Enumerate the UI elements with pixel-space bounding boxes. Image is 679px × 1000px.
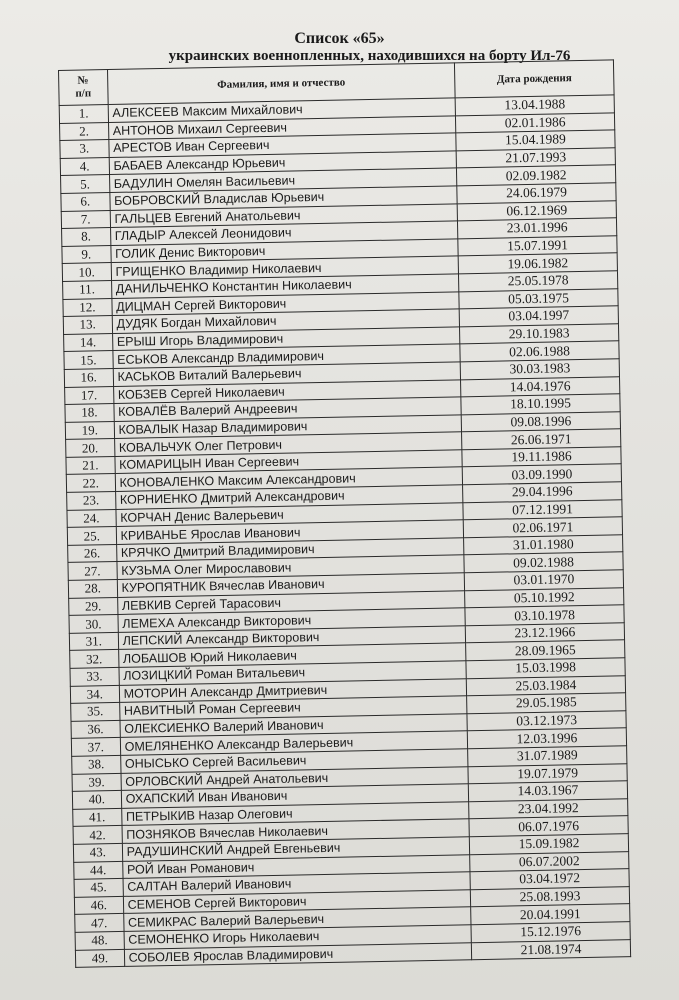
person-name: СЕМЕНОВ Сергей Викторович <box>123 889 471 913</box>
row-number: 31. <box>69 632 118 651</box>
row-number: 27. <box>68 562 117 581</box>
row-number: 29. <box>69 597 118 616</box>
person-name: КРЯЧКО Дмитрий Владимирович <box>116 538 464 562</box>
birth-date: 23.01.1996 <box>458 218 617 239</box>
birth-date: 31.01.1980 <box>464 535 623 556</box>
row-number: 33. <box>70 667 119 686</box>
row-number: 28. <box>68 579 117 598</box>
birth-date: 28.09.1965 <box>466 640 625 661</box>
person-name: СЕМОНЕНКО Игорь Николаевич <box>124 925 472 949</box>
birth-date: 15.03.1998 <box>466 658 625 679</box>
birth-date: 26.06.1971 <box>462 429 621 450</box>
row-number: 1. <box>59 105 108 124</box>
person-name: КОНОВАЛЕНКО Максим Александрович <box>115 467 463 491</box>
birth-date: 14.04.1976 <box>461 376 620 397</box>
birth-date: 21.07.1993 <box>456 148 615 169</box>
birth-date: 03.04.1972 <box>470 869 629 890</box>
row-number: 37. <box>71 738 120 757</box>
person-name: КОВАЛЁВ Валерий Андреевич <box>114 397 462 421</box>
birth-date: 29.04.1996 <box>463 482 622 503</box>
birth-date: 25.05.1978 <box>459 271 618 292</box>
person-name: СЕМИКРАС Валерий Валерьевич <box>123 907 471 931</box>
birth-date: 20.04.1991 <box>471 904 630 925</box>
person-name: КОВАЛЫК Назар Владимирович <box>114 415 462 439</box>
person-name: ЛЕПСКИЙ Александр Викторович <box>118 626 466 650</box>
person-name: БАДУЛИН Омелян Васильевич <box>109 168 457 192</box>
birth-date: 02.06.1988 <box>460 341 619 362</box>
row-number: 24. <box>67 509 116 528</box>
person-name: КОРЧАН Денис Валерьевич <box>116 502 464 526</box>
document-subtitle: украинских военнопленных, находившихся на борту Ил-76 <box>168 48 571 64</box>
row-number: 8. <box>62 228 111 247</box>
row-number: 21. <box>66 456 115 475</box>
person-name: БАБАЕВ Александр Юрьевич <box>109 151 457 175</box>
row-number: 39. <box>72 773 121 792</box>
row-number: 13. <box>63 316 112 335</box>
birth-date: 02.06.1971 <box>463 517 622 538</box>
person-name: АЛЕКСЕЕВ Максим Михайлович <box>108 98 456 122</box>
birth-date: 07.12.1991 <box>463 499 622 520</box>
row-number: 36. <box>71 720 120 739</box>
row-number: 11. <box>63 280 112 299</box>
row-number: 43. <box>73 843 122 862</box>
birth-date: 02.09.1982 <box>457 165 616 186</box>
row-number: 41. <box>73 808 122 827</box>
person-name: ПОЗНЯКОВ Вячеслав Николаевич <box>122 819 470 843</box>
row-number: 26. <box>68 544 117 563</box>
birth-date: 15.12.1976 <box>471 922 630 943</box>
person-name: КОБЗЕВ Сергей Николаевич <box>113 379 461 403</box>
row-number: 20. <box>66 439 115 458</box>
person-name: ПЕТРЫКИВ Назар Олегович <box>121 801 469 825</box>
person-name: КРИВАНЬЕ Ярослав Иванович <box>116 520 464 544</box>
row-number: 9. <box>62 245 111 264</box>
birth-date: 25.08.1993 <box>470 886 629 907</box>
birth-date: 24.06.1979 <box>457 183 616 204</box>
column-header-number-line2: п/п <box>75 87 92 100</box>
row-number: 2. <box>60 122 109 141</box>
person-name: САЛТАН Валерий Иванович <box>123 872 471 896</box>
row-number: 42. <box>73 826 122 845</box>
person-name: ДИЦМАН Сергей Викторович <box>112 291 460 315</box>
birth-date: 03.01.1970 <box>464 570 623 591</box>
column-header-name: Фамилия, имя и отчество <box>107 63 455 105</box>
row-number: 5. <box>61 175 110 194</box>
row-number: 16. <box>64 368 113 387</box>
person-name: ГЛАДЫР Алексей Леонидович <box>110 221 458 245</box>
birth-date: 05.10.1992 <box>465 587 624 608</box>
column-header-number <box>59 70 108 106</box>
birth-date: 13.04.1988 <box>455 95 614 116</box>
person-name: НАВИТНЫЙ Роман Сергеевич <box>119 696 467 720</box>
person-name: ГРИЩЕНКО Владимир Николаевич <box>111 256 459 280</box>
birth-date: 23.04.1992 <box>469 798 628 819</box>
row-number: 25. <box>67 527 116 546</box>
person-name: ОМЕЛЯНЕНКО Александр Валерьевич <box>120 731 468 755</box>
person-name: КАСЬКОВ Виталий Валерьевич <box>113 362 461 386</box>
birth-date: 05.03.1975 <box>459 288 618 309</box>
column-header-number-line1: № <box>77 74 89 87</box>
person-name: ЛОЗИЦКИЙ Роман Витальевич <box>119 661 467 685</box>
person-name: РОЙ Иван Романович <box>122 854 470 878</box>
birth-date: 03.12.1973 <box>467 710 626 731</box>
document-title: Список «65» <box>294 30 385 47</box>
birth-date: 15.04.1989 <box>456 130 615 151</box>
birth-date: 29.10.1983 <box>460 324 619 345</box>
row-number: 48. <box>75 931 124 950</box>
person-name: КУРОПЯТНИК Вячеслав Иванович <box>117 573 465 597</box>
birth-date: 19.06.1982 <box>458 253 617 274</box>
person-name: ОЛЕКСИЕНКО Валерий Иванович <box>120 714 468 738</box>
person-name: МОТОРИН Александр Дмитриевич <box>119 678 467 702</box>
birth-date: 23.12.1966 <box>465 623 624 644</box>
birth-date: 25.03.1984 <box>466 675 625 696</box>
person-name: АРЕСТОВ Иван Сергеевич <box>108 133 456 157</box>
person-name: ЕСЬКОВ Александр Владимирович <box>113 344 461 368</box>
birth-date: 09.08.1996 <box>461 411 620 432</box>
row-number: 7. <box>61 210 110 229</box>
birth-date: 19.07.1979 <box>468 763 627 784</box>
birth-date: 21.08.1974 <box>471 939 630 960</box>
person-name: СОБОЛЕВ Ярослав Владимирович <box>124 942 472 966</box>
birth-date: 15.09.1982 <box>469 834 628 855</box>
column-header-birthdate: Дата рождения <box>455 60 615 98</box>
person-name: ЛЕВКИВ Сергей Тарасович <box>117 590 465 614</box>
row-number: 32. <box>70 650 119 669</box>
row-number: 19. <box>65 421 114 440</box>
row-number: 17. <box>65 386 114 405</box>
birth-date: 03.04.1997 <box>459 306 618 327</box>
person-name: КОМАРИЦЫН Иван Сергеевич <box>115 450 463 474</box>
row-number: 38. <box>72 755 121 774</box>
person-name: ДУДЯК Богдан Михайлович <box>112 309 460 333</box>
row-number: 35. <box>71 703 120 722</box>
row-number: 15. <box>64 351 113 370</box>
birth-date: 15.07.1991 <box>458 236 617 257</box>
person-name: КУЗЬМА Олег Мирославович <box>117 555 465 579</box>
person-name: РАДУШИНСКИЙ Андрей Евгеньевич <box>122 837 470 861</box>
row-number: 47. <box>75 914 124 933</box>
row-number: 18. <box>65 404 114 423</box>
person-name: ОХАПСКИЙ Иван Иванович <box>121 784 469 808</box>
row-number: 12. <box>63 298 112 317</box>
birth-date: 06.07.2002 <box>470 851 629 872</box>
person-name: ДАНИЛЬЧЕНКО Константин Николаевич <box>111 274 459 298</box>
row-number: 45. <box>74 879 123 898</box>
person-name: ГАЛЬЦЕВ Евгений Анатольевич <box>110 203 458 227</box>
row-number: 34. <box>70 685 119 704</box>
birth-date: 03.09.1990 <box>462 464 621 485</box>
row-number: 46. <box>74 896 123 915</box>
birth-date: 31.07.1989 <box>468 746 627 767</box>
row-number: 10. <box>62 263 111 282</box>
birth-date: 29.05.1985 <box>467 693 626 714</box>
row-number: 40. <box>72 791 121 810</box>
person-name: ЛЕМЕХА Александр Викторович <box>118 608 466 632</box>
row-number: 4. <box>60 157 109 176</box>
row-number: 49. <box>75 949 124 968</box>
person-name: АНТОНОВ Михаил Сергеевич <box>108 115 456 139</box>
row-number: 30. <box>69 615 118 634</box>
row-number: 6. <box>61 193 110 212</box>
birth-date: 12.03.1996 <box>467 728 626 749</box>
row-number: 14. <box>64 333 113 352</box>
birth-date: 02.01.1986 <box>456 112 615 133</box>
person-name: ОНЫСЬКО Сергей Васильевич <box>120 749 468 773</box>
birth-date: 19.11.1986 <box>462 447 621 468</box>
birth-date: 18.10.1995 <box>461 394 620 415</box>
row-number: 22. <box>66 474 115 493</box>
prisoner-list-table <box>58 59 631 968</box>
birth-date: 06.12.1969 <box>457 200 616 221</box>
person-name: БОБРОВСКИЙ Владислав Юрьевич <box>110 186 458 210</box>
birth-date: 03.10.1978 <box>465 605 624 626</box>
person-name: КОВАЛЬЧУК Олег Петрович <box>114 432 462 456</box>
birth-date: 09.02.1988 <box>464 552 623 573</box>
birth-date: 06.07.1976 <box>469 816 628 837</box>
birth-date: 30.03.1983 <box>460 359 619 380</box>
person-name: ЛОБАШОВ Юрий Николаевич <box>118 643 466 667</box>
person-name: ГОЛИК Денис Викторович <box>111 239 459 263</box>
row-number: 23. <box>67 492 116 511</box>
person-name: ОРЛОВСКИЙ Андрей Анатольевич <box>121 766 469 790</box>
row-number: 44. <box>74 861 123 880</box>
row-number: 3. <box>60 140 109 159</box>
person-name: ЕРЫШ Игорь Владимирович <box>112 327 460 351</box>
birth-date: 14.03.1967 <box>468 781 627 802</box>
person-name: КОРНИЕНКО Дмитрий Александрович <box>115 485 463 509</box>
